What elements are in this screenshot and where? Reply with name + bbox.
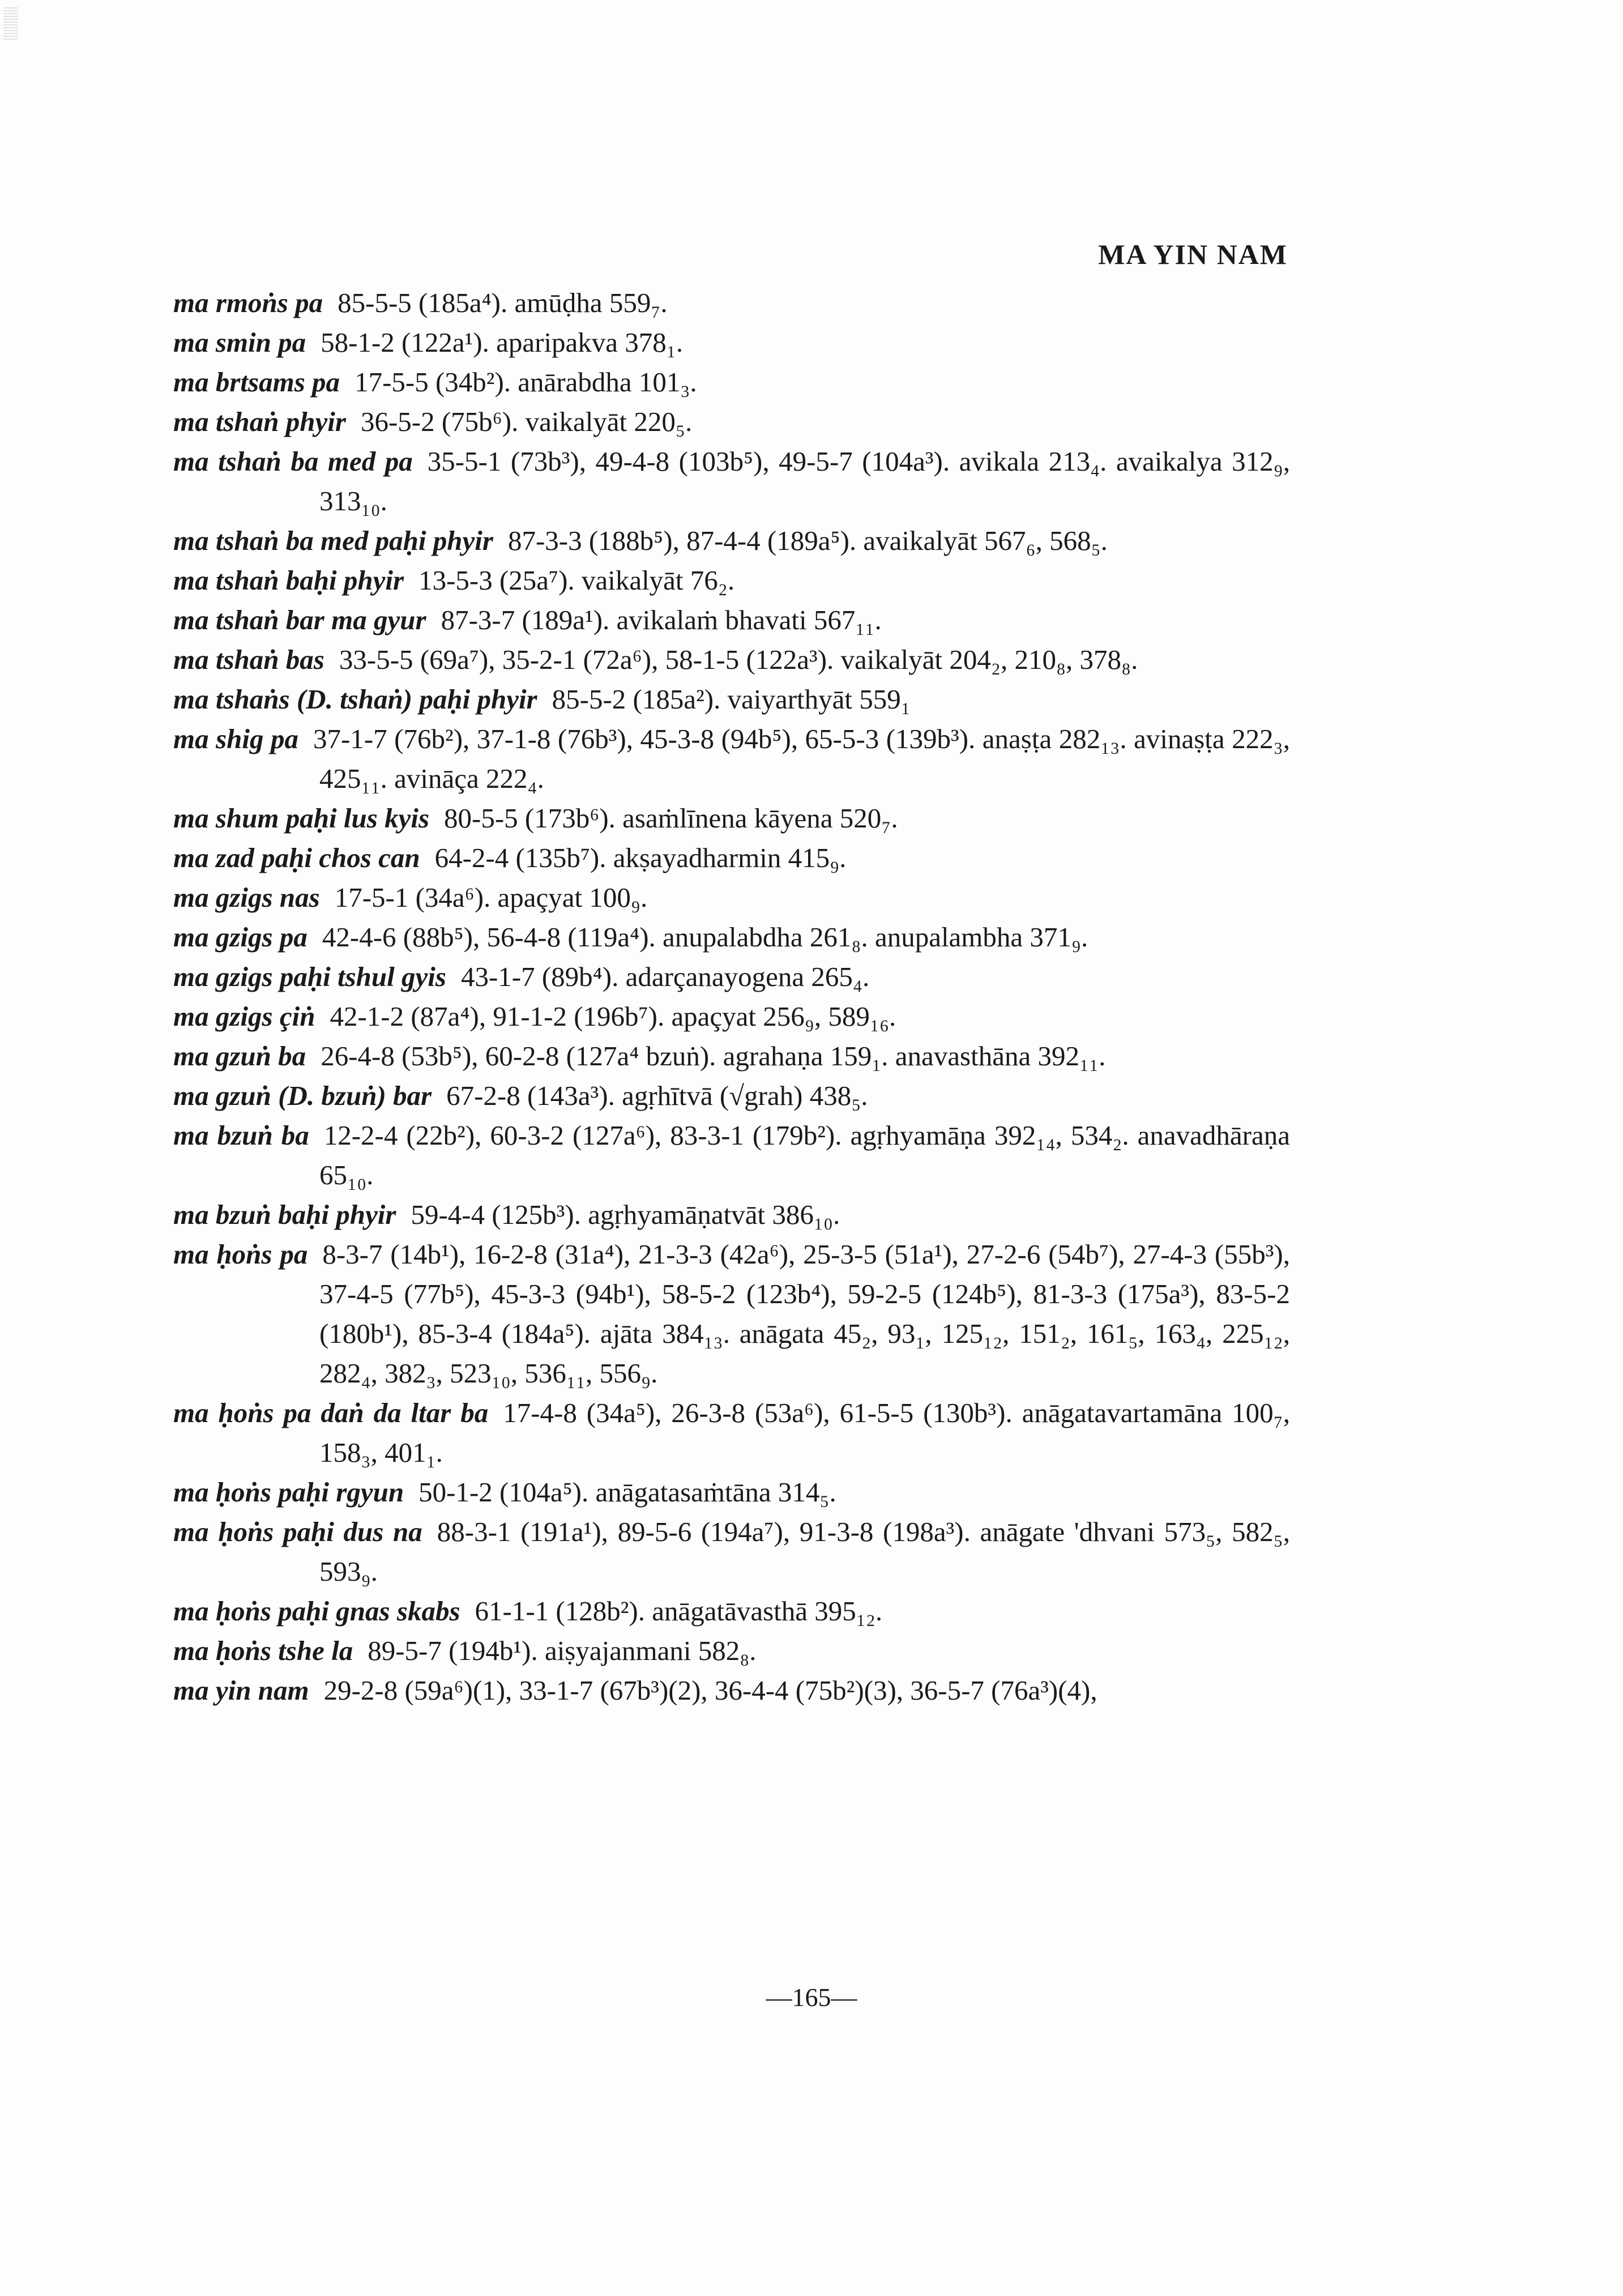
entry-headword: ma brtsams pa	[173, 366, 340, 398]
dictionary-entry	[173, 957, 1290, 997]
entry-references: 8-3-7 (14b¹), 16-2-8 (31a⁴), 21-3-3 (42a⁶), 25-3-5 (51a¹), 27-2-6 (54b⁷), 27-4-3 (55b³), 37-4-5 (77b⁵), 45-3-3 (94b¹), 58-5-2 (123b⁴), 59-2-5 (124b⁵), 81-3-3 (175a³), 83-5-2 (180b¹), 85-3-4 (184a⁵). ajāta 384₁₃. anāgata 45₂, 93₁, 125₁₂, 151₂, 161₅, 163₄, 225₁₂, 282₄, 382₃, 523₁₀, 536₁₁, 556₉.	[319, 1239, 1291, 1389]
entry-headword: ma tshaṅ bas	[173, 644, 324, 675]
dictionary-entry-list	[173, 283, 1290, 1710]
entry-headword: ma tshaṅ ba med paḥi phyir	[173, 525, 493, 556]
dictionary-entry	[173, 521, 1290, 561]
dictionary-entry	[173, 442, 1290, 521]
dictionary-entry	[173, 1116, 1290, 1195]
entry-references: 50-1-2 (104a⁵). anāgatasaṁtāna 314₅.	[418, 1476, 836, 1508]
dictionary-entry	[173, 283, 1290, 323]
entry-references: 17-5-5 (34b²). anārabdha 101₃.	[355, 366, 697, 398]
scan-artifact	[3, 6, 18, 40]
entry-references: 36-5-2 (75b⁶). vaikalyāt 220₅.	[360, 406, 693, 437]
dictionary-entry	[173, 1036, 1290, 1076]
dictionary-entry	[173, 1235, 1290, 1393]
entry-references: 33-5-5 (69a⁷), 35-2-1 (72a⁶), 58-1-5 (122a³). vaikalyāt 204₂, 210₈, 378₈.	[339, 644, 1138, 675]
entry-headword: ma gzuṅ ba	[173, 1040, 306, 1072]
dictionary-entry	[173, 1512, 1290, 1591]
entry-headword: ma tshaṅ baḥi phyir	[173, 565, 404, 596]
entry-headword: ma ḥoṅs paḥi dus na	[173, 1516, 422, 1547]
entry-headword: ma ḥoṅs pa daṅ da ltar ba	[173, 1397, 489, 1428]
entry-references: 89-5-7 (194b¹). aiṣyajanmani 582₈.	[368, 1635, 757, 1666]
entry-headword: ma ḥoṅs pa	[173, 1239, 308, 1270]
dictionary-entry	[173, 561, 1290, 600]
entry-references: 87-3-7 (189a¹). avikalaṁ bhavati 567₁₁.	[441, 604, 882, 635]
entry-headword: ma bzuṅ baḥi phyir	[173, 1199, 396, 1230]
dictionary-entry	[173, 1631, 1290, 1671]
dictionary-entry	[173, 799, 1290, 838]
entry-references: 58-1-2 (122a¹). aparipakva 378₁.	[321, 327, 684, 358]
running-head: MA YIN NAM	[1098, 238, 1288, 270]
entry-headword: ma ḥoṅs tshe la	[173, 1635, 353, 1666]
entry-references: 87-3-3 (188b⁵), 87-4-4 (189a⁵). avaikalyāt 567₆, 568₅.	[507, 525, 1108, 556]
entry-headword: ma gzuṅ (D. bzuṅ) bar	[173, 1080, 432, 1111]
entry-references: 85-5-2 (185a²). vaiyarthyāt 559₁	[552, 684, 911, 715]
entry-headword: ma shum paḥi lus kyis	[173, 803, 430, 834]
dictionary-entry	[173, 917, 1290, 957]
entry-references: 29-2-8 (59a⁶)(1), 33-1-7 (67b³)(2), 36-4-4 (75b²)(3), 36-5-7 (76a³)(4),	[323, 1675, 1097, 1706]
dictionary-entry	[173, 1195, 1290, 1235]
entry-headword: ma shig pa	[173, 723, 299, 754]
entry-references: 64-2-4 (135b⁷). akṣayadharmin 415₉.	[434, 842, 847, 873]
entry-references: 61-1-1 (128b²). anāgatāvasthā 395₁₂.	[475, 1595, 883, 1627]
entry-headword: ma gzigs pa	[173, 921, 307, 953]
entry-references: 88-3-1 (191a¹), 89-5-6 (194a⁷), 91-3-8 (198a³). anāgate 'dhvani 573₅, 582₅, 593₉.	[319, 1516, 1290, 1587]
entry-references: 17-5-1 (34a⁶). apaçyat 100₉.	[334, 882, 648, 913]
entry-references: 12-2-4 (22b²), 60-3-2 (127a⁶), 83-3-1 (179b²). agṛhyamāṇa 392₁₄, 534₂. anavadhāraṇa 65₁₀.	[319, 1120, 1290, 1190]
entry-headword: ma bzuṅ ba	[173, 1120, 309, 1151]
dictionary-entry	[173, 838, 1290, 878]
entry-headword: ma smin pa	[173, 327, 306, 358]
entry-headword: ma zad paḥi chos can	[173, 842, 420, 873]
entry-references: 13-5-3 (25a⁷). vaikalyāt 76₂.	[418, 565, 735, 596]
dictionary-entry	[173, 362, 1290, 402]
dictionary-entry	[173, 640, 1290, 680]
dictionary-entry	[173, 600, 1290, 640]
entry-headword: ma tshaṅ ba med pa	[173, 446, 413, 477]
entry-headword: ma tshaṅ bar ma gyur	[173, 604, 426, 635]
dictionary-entry	[173, 1473, 1290, 1512]
page-number: —165—	[766, 1983, 857, 2012]
dictionary-entry	[173, 878, 1290, 917]
dictionary-entry	[173, 719, 1290, 799]
entry-headword: ma ḥoṅs paḥi gnas skabs	[173, 1595, 460, 1627]
entry-headword: ma gzigs paḥi tshul gyis	[173, 961, 446, 992]
dictionary-entry	[173, 997, 1290, 1036]
entry-headword: ma tshaṅ phyir	[173, 406, 346, 437]
entry-references: 35-5-1 (73b³), 49-4-8 (103b⁵), 49-5-7 (104a³). avikala 213₄. avaikalya 312₉, 313₁₀.	[319, 446, 1290, 517]
entry-headword: ma gzigs çiṅ	[173, 1001, 315, 1032]
entry-references: 43-1-7 (89b⁴). adarçanayogena 265₄.	[460, 961, 870, 992]
dictionary-entry	[173, 402, 1290, 442]
entry-references: 42-1-2 (87a⁴), 91-1-2 (196b⁷). apaçyat 256₉, 589₁₆.	[330, 1001, 896, 1032]
entry-references: 85-5-5 (185a⁴). amūḍha 559₇.	[338, 287, 668, 318]
dictionary-entry	[173, 323, 1290, 362]
entry-references: 37-1-7 (76b²), 37-1-8 (76b³), 45-3-8 (94b⁵), 65-5-3 (139b³). anaṣṭa 282₁₃. avinaṣṭa 222₃, 425₁₁. avināça 222₄.	[313, 723, 1290, 794]
dictionary-entry	[173, 1591, 1290, 1631]
dictionary-entry	[173, 1076, 1290, 1116]
entry-headword: ma ḥoṅs paḥi rgyun	[173, 1476, 404, 1508]
entry-headword: ma tshaṅs (D. tshaṅ) paḥi phyir	[173, 684, 537, 715]
dictionary-entry	[173, 1671, 1290, 1710]
entry-headword: ma gzigs nas	[173, 882, 320, 913]
entry-references: 42-4-6 (88b⁵), 56-4-8 (119a⁴). anupalabdha 261₈. anupalambha 371₉.	[322, 921, 1088, 953]
entry-references: 59-4-4 (125b³). agṛhyamāṇatvāt 386₁₀.	[411, 1199, 840, 1230]
entry-references: 67-2-8 (143a³). agṛhītvā (√grah) 438₅.	[446, 1080, 868, 1111]
entry-references: 80-5-5 (173b⁶). asaṁlīnena kāyena 520₇.	[444, 803, 898, 834]
entry-headword: ma yin nam	[173, 1675, 309, 1706]
entry-references: 17-4-8 (34a⁵), 26-3-8 (53a⁶), 61-5-5 (130b³). anāgatavartamāna 100₇, 158₃, 401₁.	[319, 1397, 1290, 1468]
dictionary-entry	[173, 1393, 1290, 1473]
entry-headword: ma rmoṅs pa	[173, 287, 323, 318]
entry-references: 26-4-8 (53b⁵), 60-2-8 (127a⁴ bzuṅ). agrahaṇa 159₁. anavasthāna 392₁₁.	[321, 1040, 1106, 1072]
dictionary-entry	[173, 680, 1290, 719]
